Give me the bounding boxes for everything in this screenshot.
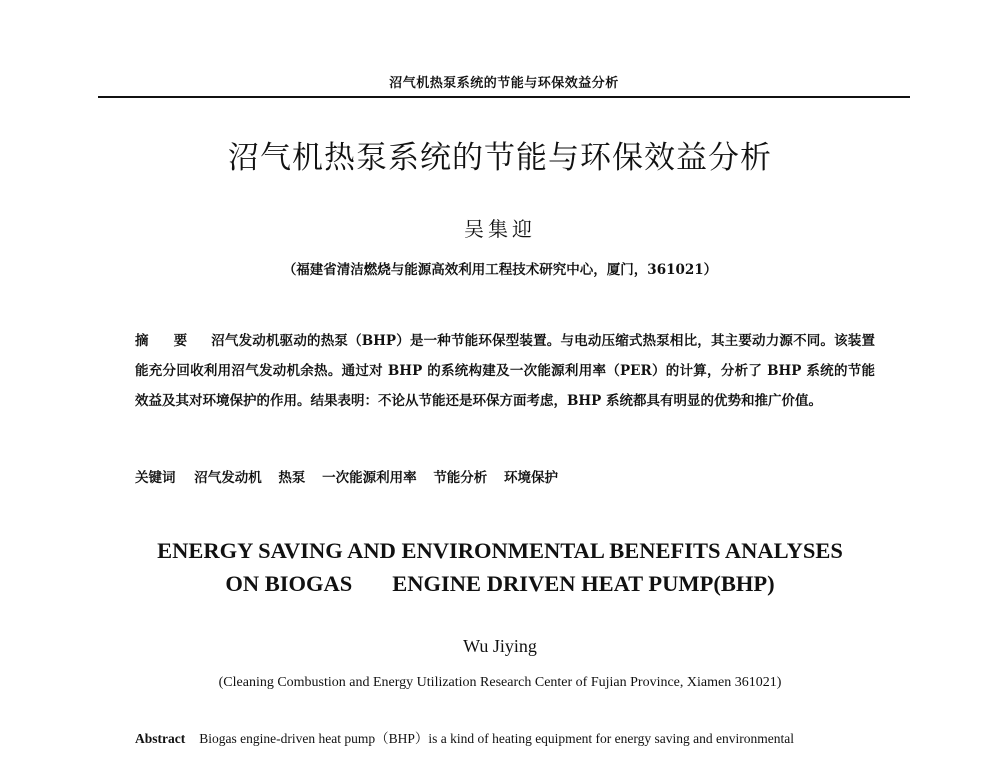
keyword: 环境保护 bbox=[504, 470, 559, 486]
chinese-keywords bbox=[135, 466, 875, 486]
chinese-affiliation: （福建省清洁燃烧与能源高效利用工程技术研究中心，厦门，361021） bbox=[282, 262, 718, 278]
keyword: 沼气发动机 bbox=[194, 470, 262, 486]
keyword: 一次能源利用率 bbox=[322, 470, 417, 486]
keyword: 节能分析 bbox=[433, 470, 488, 486]
english-title bbox=[0, 534, 1000, 600]
chinese-abstract bbox=[135, 326, 875, 416]
english-abstract bbox=[135, 727, 895, 747]
english-title-line1: ENERGY SAVING AND ENVIRONMENTAL BENEFITS ANALYSES bbox=[157, 538, 843, 563]
english-abstract-text: Biogas engine-driven heat pump（BHP）is a kind of heating equipment for energy saving and environmental bbox=[199, 731, 794, 746]
english-affiliation: (Cleaning Combustion and Energy Utilization Research Center of Fujian Province, Xiamen 361021) bbox=[218, 675, 782, 690]
running-header: 沼气机热泵系统的节能与环保效益分析 bbox=[389, 76, 619, 91]
english-author: Wu Jiying bbox=[463, 636, 537, 656]
chinese-title: 沼气机热泵系统的节能与环保效益分析 bbox=[228, 140, 772, 176]
english-title-line2-part1: ON BIOGAS bbox=[225, 571, 353, 596]
keyword: 热泵 bbox=[278, 470, 306, 486]
english-title-line2 bbox=[0, 567, 1000, 600]
english-title-line2-part2: ENGINE DRIVEN HEAT PUMP(BHP) bbox=[392, 571, 775, 596]
chinese-author: 吴集迎 bbox=[464, 217, 536, 241]
keywords-label: 关键词 bbox=[135, 470, 176, 486]
chinese-abstract-label: 摘 要 bbox=[135, 333, 198, 349]
chinese-abstract-text: 沼气发动机驱动的热泵（BHP）是一种节能环保型装置。与电动压缩式热泵相比，其主要动力源不同。该装置能充分回收利用沼气发动机余热。通过对 BHP 的系统构建及一次能源利用率（PER）的计算，分析了 BHP 系统的节能效益及其对环境保护的作用。结果表明：不论从节能还是环保方面考虑，BHP 系统都具有明显的优势和推广价值。 bbox=[135, 333, 875, 409]
header-rule bbox=[98, 96, 910, 98]
english-abstract-label: Abstract bbox=[135, 731, 186, 746]
